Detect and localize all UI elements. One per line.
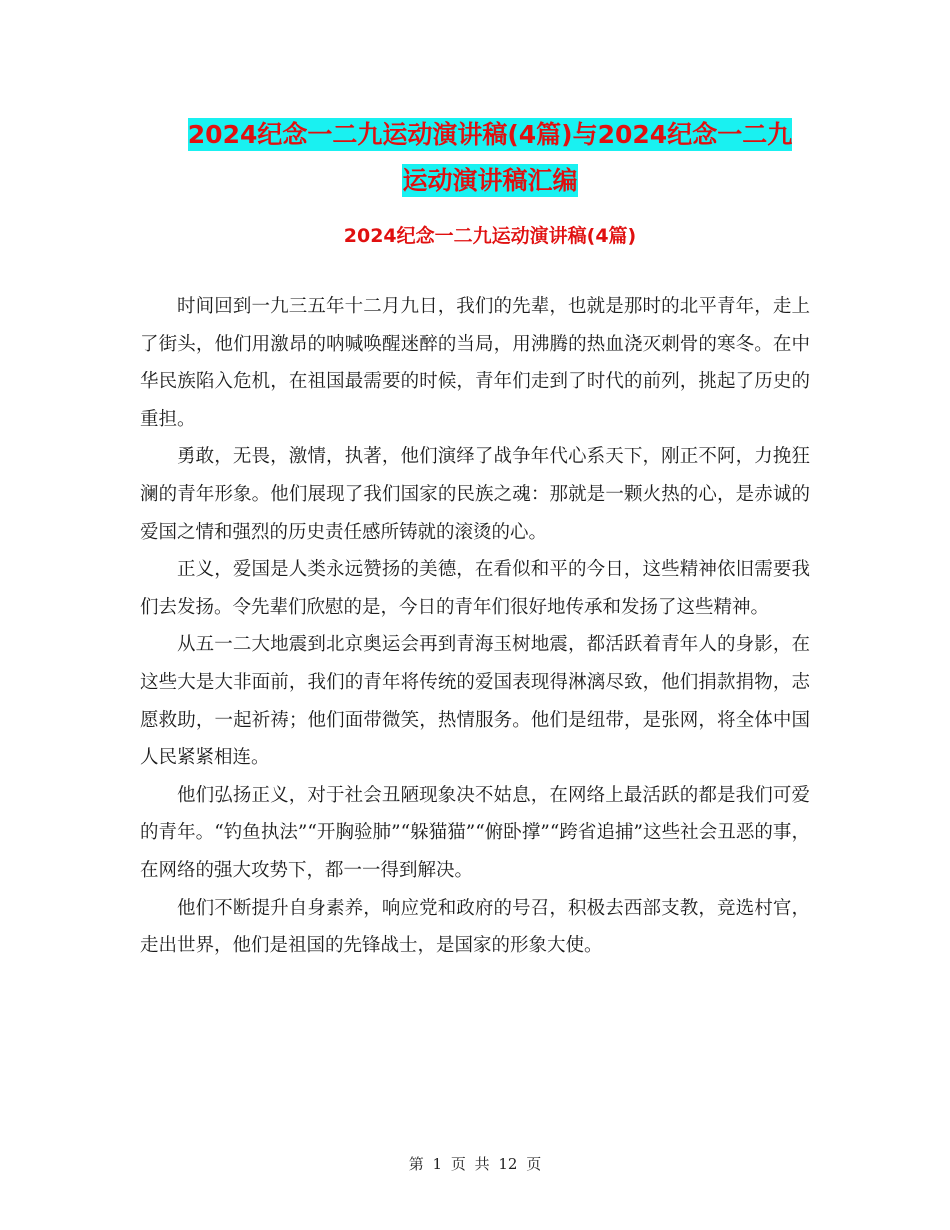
paragraph: 勇敢，无畏，激情，执著，他们演绎了战争年代心系天下，刚正不阿，力挽狂澜的青年形象。他们展现了我们国家的民族之魂：那就是一颗火热的心，是赤诚的爱国之情和强烈的历史责任感所铸就的滚烫的心。 [140, 446, 810, 543]
paragraph: 他们弘扬正义，对于社会丑陋现象决不姑息，在网络上最活跃的都是我们可爱的青年。“钓鱼执法”“开胸验肺”“躲猫猫”“俯卧撑”“跨省追捕”这些社会丑恶的事，在网络的强大攻势下，都一一得到解决。 [140, 784, 810, 881]
document-title-line-1: 2024纪念一二九运动演讲稿(4篇)与2024纪念一二九 [187, 120, 793, 149]
paragraph: 正义，爱国是人类永远赞扬的美德，在看似和平的今日，这些精神依旧需要我们去发扬。令先辈们欣慰的是，今日的青年们很好地传承和发扬了这些精神。 [140, 559, 810, 618]
document-title [140, 112, 840, 204]
paragraph: 从五一二大地震到北京奥运会再到青海玉树地震，都活跃着青年人的身影，在这些大是大非面前，我们的青年将传统的爱国表现得淋漓尽致，他们捐款捐物，志愿救助，一起祈祷；他们面带微笑，热情服务。他们是纽带，是张网，将全体中国人民紧紧相连。 [140, 634, 810, 769]
page-number-footer: 第 1 页 共 12 页 [408, 1155, 542, 1173]
document-body [140, 288, 810, 965]
section-title: 2024纪念一二九运动演讲稿(4篇) [343, 225, 637, 247]
paragraph: 他们不断提升自身素养，响应党和政府的号召，积极去西部支教，竞选村官，走出世界，他们是祖国的先锋战士，是国家的形象大使。 [140, 897, 810, 957]
document-title-line-2: 运动演讲稿汇编 [402, 166, 578, 195]
paragraph: 时间回到一九三五年十二月九日，我们的先辈，也就是那时的北平青年，走上了街头，他们用激昂的呐喊唤醒迷醉的当局，用沸腾的热血浇灭刺骨的寒冬。在中华民族陷入危机，在祖国最需要的时候，青年们走到了时代的前列，挑起了历史的重担。 [140, 296, 810, 430]
